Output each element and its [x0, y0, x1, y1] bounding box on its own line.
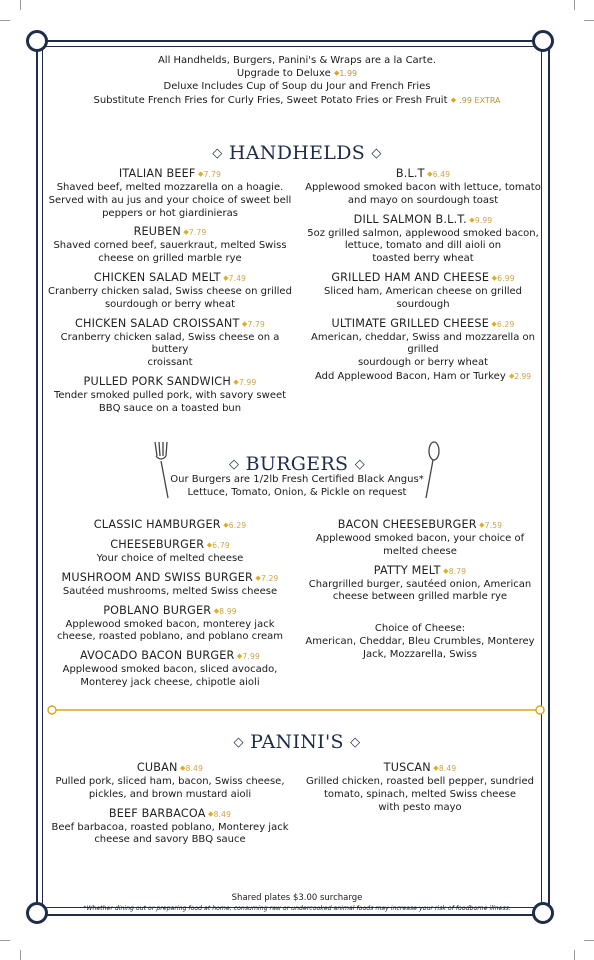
- item-name-line: [44, 225, 296, 240]
- burgers-subtitle: Our Burgers are 1/2lb Fresh Certified Black Angus* Lettuce, Tomato, Onion, & Pickle on request: [170, 474, 424, 498]
- menu-item: [44, 225, 296, 266]
- item-description: Applewood smoked bacon, your choice of: [315, 533, 525, 544]
- diamond-icon: ◆: [466, 215, 475, 224]
- diamond-icon: ◆: [508, 371, 515, 380]
- item-description: Sliced ham, American cheese on grilled sourdough: [323, 285, 523, 310]
- item-name-line: [44, 375, 296, 390]
- item-description: Chargrilled burger, sautéed onion, American: [308, 578, 532, 590]
- item-description: cheese between grilled marble rye: [332, 591, 508, 603]
- item-name: CLASSIC HAMBURGER: [93, 518, 221, 531]
- menu-item: [44, 538, 296, 566]
- item-price: 7.29: [261, 573, 279, 583]
- intro-notes: [60, 54, 534, 107]
- item-name-line: [44, 649, 296, 664]
- item-description: American, cheddar, Swiss and mozzarella on grilled: [311, 331, 535, 356]
- corner-ring-icon: [532, 30, 554, 52]
- menu-item: [44, 375, 296, 416]
- item-name: BACON CHEESEBURGER: [337, 518, 477, 531]
- item-name: CHICKEN SALAD MELT: [93, 270, 221, 284]
- menu-item: [44, 807, 296, 848]
- item-price: 7.99: [238, 377, 257, 387]
- price: 1.99: [339, 69, 358, 79]
- burgers-left-column: [44, 518, 296, 695]
- item-name: B.L.T: [395, 167, 425, 180]
- diamond-outline-icon: ◇: [212, 146, 223, 161]
- menu-item: [290, 518, 550, 559]
- surcharge-note: Shared plates $3.00 surcharge: [231, 893, 363, 903]
- diamond-icon: ◆: [220, 521, 229, 529]
- crop-mark: [0, 20, 10, 21]
- diamond-icon: ◆: [424, 170, 433, 178]
- item-price: 8.49: [438, 764, 457, 773]
- item-name: ULTIMATE GRILLED CHEESE: [331, 316, 489, 330]
- item-name: CUBAN: [136, 761, 178, 774]
- crop-mark: [584, 20, 594, 21]
- diamond-icon: ◆: [253, 573, 262, 582]
- menu-item: [44, 761, 296, 802]
- item-name: CHICKEN SALAD CROISSANT: [74, 316, 240, 330]
- item-name-line: [44, 271, 296, 286]
- diamond-icon: ◆: [489, 273, 498, 282]
- diamond-icon: ◆: [205, 809, 214, 818]
- item-description: Tender smoked pulled pork, with savory sweet: [53, 389, 287, 401]
- item-price: 7.49: [228, 273, 247, 283]
- item-description: 5oz grilled salmon, applewood smoked bacon,: [307, 227, 539, 239]
- item-price: 6.29: [228, 521, 247, 530]
- item-description: Applewood smoked bacon, sliced avocado,: [62, 664, 278, 676]
- item-description: pickles, and brown mustard aioli: [88, 788, 252, 800]
- item-description: melted cheese: [383, 545, 457, 557]
- item-description: peppers or hot giardinieras: [102, 207, 238, 219]
- item-name: REUBEN: [133, 225, 181, 239]
- item-name: BEEF BARBACOA: [108, 806, 206, 820]
- menu-item: [44, 317, 296, 370]
- diamond-icon: ◆: [234, 652, 243, 661]
- item-description: lettuce, tomato and dill aioli on: [344, 240, 502, 252]
- crop-mark: [20, 950, 21, 960]
- diamond-icon: ◆: [239, 319, 248, 328]
- cheese-choice-label: Choice of Cheese:: [374, 623, 466, 635]
- item-description: Shaved corned beef, sauerkraut, melted Swiss: [53, 240, 287, 252]
- item-price: 8.49: [185, 764, 204, 773]
- item-name-line: [44, 807, 296, 822]
- item-name-line: [290, 564, 550, 579]
- crop-mark: [574, 950, 575, 960]
- diamond-icon: ◆: [230, 377, 239, 386]
- item-description: cheese on grilled marble rye: [98, 253, 242, 265]
- item-price: 7.59: [484, 521, 503, 530]
- item-description: cheese and savory BBQ sauce: [94, 834, 246, 846]
- menu-item: [44, 271, 296, 312]
- handhelds-left-column: [44, 167, 296, 421]
- item-price: 7.99: [242, 652, 260, 662]
- item-price: 7.79: [203, 170, 222, 179]
- item-description: Sautéed mushrooms, melted Swiss cheese: [62, 585, 278, 597]
- item-description: Applewood smoked bacon, monterey jack: [65, 618, 275, 630]
- item-description: sourdough or berry wheat: [104, 298, 236, 310]
- item-description: tomato, spinach, melted Swiss cheese: [324, 788, 516, 800]
- item-name-line: [44, 538, 296, 553]
- item-description: Applewood smoked bacon with lettuce, tomato: [305, 182, 541, 193]
- diamond-outline-icon: ◇: [233, 735, 244, 750]
- item-description: Pulled pork, sliced ham, bacon, Swiss cheese,: [55, 776, 285, 787]
- item-description: Grilled chicken, roasted bell pepper, sundried: [306, 776, 534, 787]
- price: .99 EXTRA: [459, 95, 501, 105]
- item-price: 6.79: [212, 541, 230, 550]
- item-price: 7.79: [247, 319, 265, 329]
- menu-item: [297, 317, 549, 370]
- disclaimer: *Whether dining out or preparing food at home, consuming raw or undercooked animal foods may increase your risk of foodborne illness.: [83, 905, 511, 912]
- item-description: toasted berry wheat: [372, 253, 474, 265]
- item-description: Monterey jack cheese, chipotle aioli: [80, 676, 260, 688]
- addon-price: 2.99: [514, 371, 532, 381]
- diamond-icon: ◆: [220, 273, 229, 282]
- section-title-paninis: ◇ PANINI'S ◇: [233, 731, 361, 753]
- menu-item: [297, 271, 549, 312]
- item-name: TUSCAN: [383, 761, 431, 774]
- menu-item: [44, 167, 296, 220]
- item-name: POBLANO BURGER: [103, 603, 212, 617]
- menu-item: [44, 518, 296, 533]
- intro-line: All Handhelds, Burgers, Panini's & Wraps are a la Carte.: [157, 55, 437, 66]
- item-name: DILL SALMON B.L.T.: [353, 212, 467, 226]
- crop-mark: [584, 940, 594, 941]
- cheese-choice-line: Jack, Mozzarella, Swiss: [363, 648, 477, 660]
- item-name-line: [44, 761, 296, 776]
- diamond-outline-icon: ◇: [350, 735, 361, 750]
- item-price: 6.49: [432, 170, 451, 179]
- item-name-line: [297, 167, 549, 182]
- burgers-right-column: [290, 518, 550, 662]
- addon-text: Add Applewood Bacon, Ham or Turkey: [314, 370, 506, 382]
- section-title-handhelds: ◇ HANDHELDS ◇: [212, 142, 382, 164]
- item-name-line: [44, 604, 296, 619]
- diamond-icon: ◆: [333, 69, 340, 78]
- item-description: BBQ sauce on a toasted bun: [98, 402, 242, 414]
- item-name-line: [297, 317, 549, 332]
- item-name-line: [297, 271, 549, 286]
- crop-mark: [0, 940, 10, 941]
- item-name: AVOCADO BACON BURGER: [80, 649, 235, 663]
- diamond-icon: ◆: [440, 566, 449, 575]
- paninis-left-column: [44, 761, 296, 852]
- intro-line: Upgrade to Deluxe ◆1.99: [236, 68, 358, 80]
- item-name: PATTY MELT: [373, 563, 441, 577]
- diamond-icon: ◆: [180, 228, 189, 237]
- item-description: cheese, roasted poblano, and poblano cream: [56, 631, 284, 643]
- item-price: 6.99: [497, 273, 515, 283]
- item-price: 8.99: [219, 606, 237, 616]
- item-price: 8.79: [448, 566, 467, 576]
- diamond-icon: ◆: [195, 170, 204, 178]
- item-name-line: [297, 213, 549, 228]
- menu-item: [290, 761, 550, 814]
- item-name-line: [44, 167, 296, 182]
- menu-item: [44, 649, 296, 690]
- item-description: Your choice of melted cheese: [96, 553, 244, 564]
- diamond-icon: ◆: [177, 764, 186, 772]
- section-title-burgers: ◇ BURGERS ◇: [228, 453, 366, 475]
- item-name: PULLED PORK SANDWICH: [83, 374, 231, 388]
- menu-item: [44, 571, 296, 599]
- item-price: 6.29: [497, 319, 515, 329]
- item-name-line: [44, 518, 296, 533]
- menu-item: [290, 564, 550, 605]
- item-name: MUSHROOM AND SWISS BURGER: [61, 570, 253, 584]
- item-name-line: [290, 761, 550, 776]
- diamond-icon: ◆: [450, 95, 457, 104]
- item-description: Beef barbacoa, roasted poblano, Monterey jack: [51, 821, 289, 833]
- item-description: Shaved beef, melted mozzarella on a hoagie.: [56, 182, 284, 193]
- corner-ring-icon: [26, 30, 48, 52]
- item-description: with pesto mayo: [378, 801, 462, 813]
- paninis-right-column: [290, 761, 550, 819]
- item-price: 9.99: [474, 215, 493, 225]
- diamond-outline-icon: ◇: [354, 457, 366, 472]
- item-description: sourdough or berry wheat: [357, 357, 489, 369]
- cheese-choice-line: American, Cheddar, Bleu Crumbles, Monterey: [305, 635, 535, 647]
- diamond-outline-icon: ◇: [228, 457, 240, 472]
- crop-mark: [20, 0, 21, 10]
- item-description: Cranberry chicken salad, Swiss cheese on grilled: [48, 285, 292, 297]
- item-description: Cranberry chicken salad, Swiss cheese on a buttery: [60, 331, 280, 356]
- diamond-icon: ◆: [211, 606, 220, 615]
- crop-mark: [574, 0, 575, 10]
- item-name: ITALIAN BEEF: [118, 167, 196, 180]
- item-price: 7.79: [188, 228, 207, 238]
- menu-item: [297, 213, 549, 266]
- item-name: CHEESEBURGER: [110, 538, 205, 551]
- diamond-outline-icon: ◇: [371, 146, 382, 161]
- item-description: croissant: [147, 357, 193, 369]
- intro-line: Deluxe Includes Cup of Soup du Jour and French Fries: [163, 81, 431, 93]
- diamond-icon: ◆: [488, 319, 497, 328]
- item-name-line: [44, 317, 296, 332]
- menu-item: [297, 167, 549, 208]
- menu-item: [44, 604, 296, 645]
- addon-line: [297, 370, 549, 384]
- item-name-line: [44, 571, 296, 586]
- item-description: Served with au jus and your choice of sweet bell: [48, 194, 292, 206]
- diamond-icon: ◆: [476, 521, 485, 529]
- item-name-line: [290, 518, 550, 533]
- diamond-icon: ◆: [204, 541, 213, 549]
- handhelds-right-column: [297, 167, 549, 384]
- gold-divider: [46, 704, 546, 716]
- item-description: and mayo on sourdough toast: [347, 194, 499, 206]
- intro-line: Substitute French Fries for Curly Fries, Sweet Potato Fries or Fresh Fruit ◆ .99 EXTRA: [93, 94, 501, 106]
- item-name: GRILLED HAM AND CHEESE: [331, 270, 490, 284]
- diamond-icon: ◆: [430, 764, 439, 772]
- item-price: 8.49: [213, 809, 232, 819]
